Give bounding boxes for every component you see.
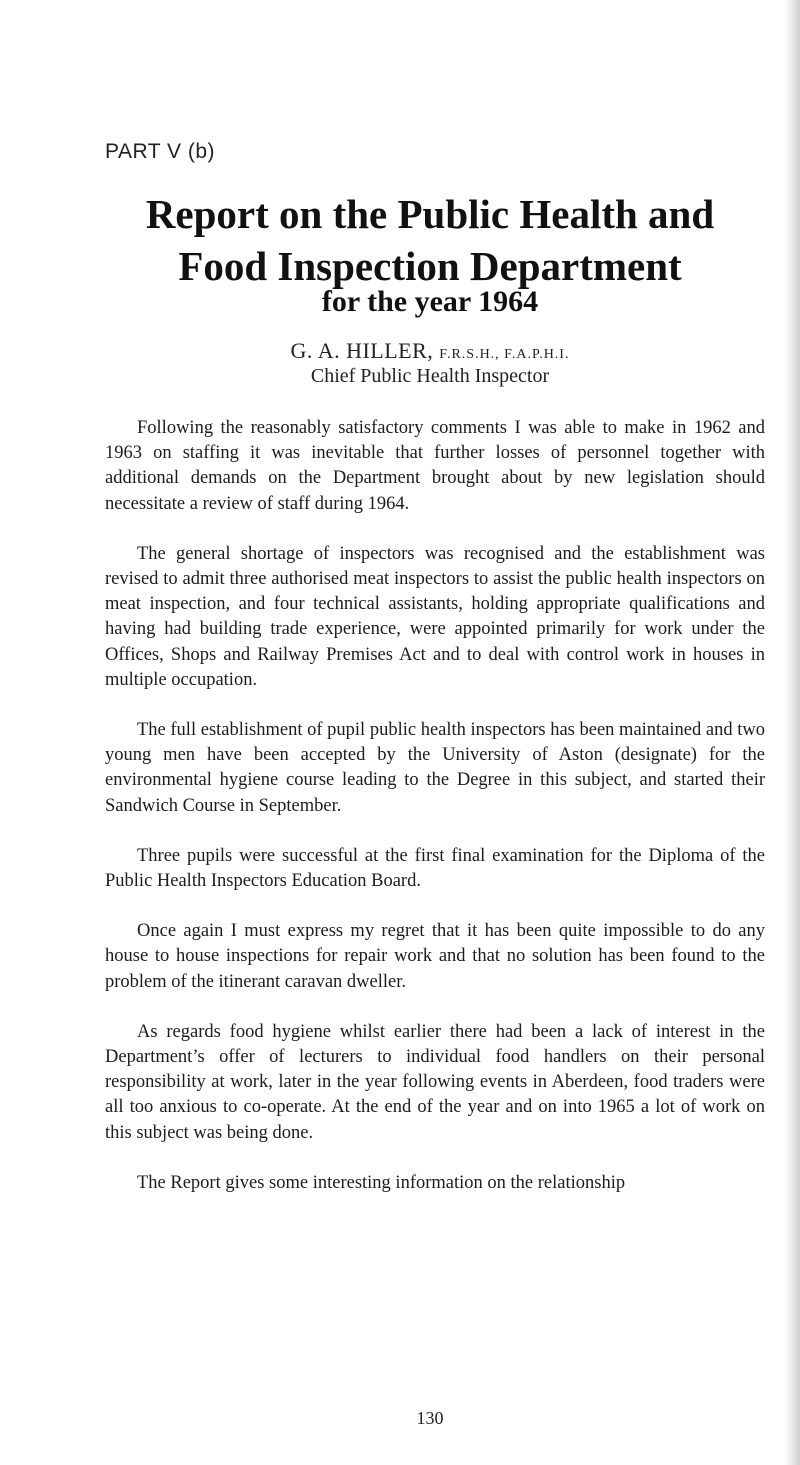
paragraph: Following the reasonably satisfactory comments I was able to make in 1962 and 1963 on staffing it was inevitable that further losses of personnel together with additional demands on the Department brought about by new legislation should necessitate a review of staff during 1964.: [105, 418, 765, 514]
page-number: 130: [416, 1408, 444, 1428]
paragraph: The full establishment of pupil public health inspectors has been maintained and two young men have been accepted by the University of Aston (designate) for the environmental hygiene course leading to the Degree in this subject, and started their Sandwich Course in September.: [105, 720, 765, 816]
report-subtitle: for the year 1964: [321, 285, 539, 318]
part-label: PART V (b): [105, 140, 216, 163]
paragraph: The Report gives some interesting information on the relationship: [137, 1172, 626, 1193]
author-name: G. A. HILLER,: [290, 338, 434, 363]
paragraph: The general shortage of inspectors was recognised and the establishment was revised to admit three authorised meat inspectors to assist the public health inspectors on meat inspection, and four technical assistants, holding appropriate qualifications and having had building trade experience, were appointed primarily for work under the Offices, Shops and Railway Premises Act and to deal with control work in houses in multiple occupation.: [105, 543, 765, 690]
report-title: [90, 188, 770, 292]
report-body: [105, 416, 765, 1221]
author-credentials: F.R.S.H., F.A.P.H.I.: [439, 347, 570, 362]
author-line: [90, 338, 770, 364]
page-edge-shadow: [784, 0, 800, 1465]
report-title-line-2: Food Inspection Department: [178, 243, 682, 289]
paragraph: As regards food hygiene whilst earlier there had been a lack of interest in the Department’s offer of lecturers to individual food handlers on their personal responsibility at work, later in the year following events in Aberdeen, food traders were all too anxious to co-operate. At the end of the year and on into 1965 a lot of work on this subject was being done.: [105, 1021, 765, 1143]
author-role: Chief Public Health Inspector: [310, 365, 550, 387]
paragraph: Three pupils were successful at the first final examination for the Diploma of the Public Health Inspectors Education Board.: [105, 845, 765, 892]
report-title-line-1: Report on the Public Health and: [145, 191, 715, 237]
paragraph: Once again I must express my regret that it has been quite impossible to do any house to house inspections for repair work and that no solution has been found to the problem of the itinerant caravan dweller.: [105, 921, 765, 992]
